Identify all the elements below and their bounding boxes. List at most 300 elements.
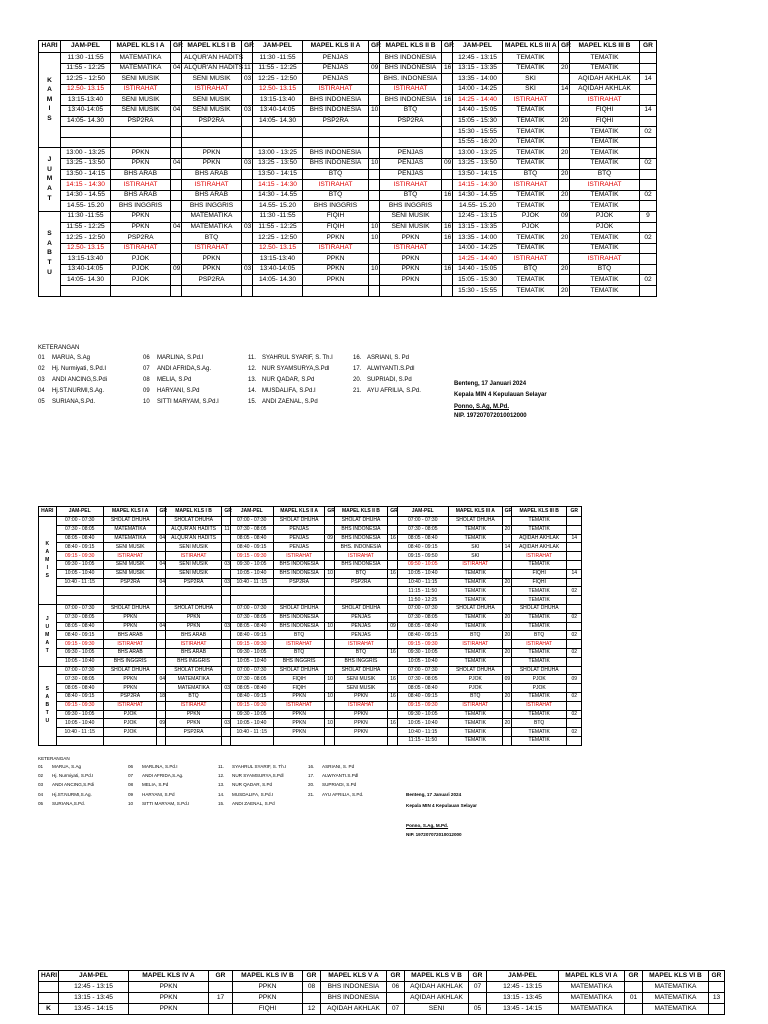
table-cell	[325, 710, 334, 719]
table-cell: 16	[388, 675, 397, 684]
table-cell: PJOK	[570, 211, 640, 222]
day-letter: T	[47, 259, 52, 267]
legend-item	[218, 783, 272, 788]
table-cell: SENI MUSIK	[111, 74, 171, 85]
table-cell	[171, 275, 182, 286]
table-cell	[640, 95, 657, 106]
table-cell	[559, 243, 570, 254]
table-cell: ISTIRAHAT	[273, 552, 325, 561]
legend-item	[128, 765, 178, 770]
table-cell: FIQHI	[570, 116, 640, 127]
table-cell: PENJAS	[334, 613, 388, 622]
table-cell: 14:00 - 14:25	[453, 243, 503, 254]
legend-item	[128, 802, 189, 807]
column-header: GR	[709, 971, 725, 982]
table-cell: BHS. INDONESIA	[380, 74, 442, 85]
table-cell	[388, 552, 397, 561]
table-cell: ISTIRAHAT	[570, 95, 640, 106]
table-cell	[388, 728, 397, 737]
table-cell: 03	[242, 222, 253, 233]
legend-code: 02	[38, 773, 44, 779]
table-cell	[209, 982, 233, 993]
legend-item	[38, 355, 90, 361]
table-cell: 07:00 - 07:30	[56, 517, 103, 526]
table-cell: TEMATIK	[570, 127, 640, 138]
table-cell	[640, 148, 657, 159]
table-cell: ISTIRAHAT	[511, 701, 567, 710]
day-letter: S	[47, 115, 52, 123]
table-cell: SENI MUSIK	[165, 543, 222, 552]
table-cell: 02	[567, 692, 582, 701]
table-cell	[442, 243, 453, 254]
table-row	[39, 675, 582, 684]
table-cell: 02	[567, 648, 582, 657]
table-cell: BTQ	[503, 169, 559, 180]
legend-item	[353, 377, 412, 383]
column-header: MAPEL KLS V B	[405, 971, 469, 982]
table-cell: 09	[157, 719, 165, 728]
day-letter: M	[45, 556, 50, 563]
table-cell: SHOLAT DHUHA	[334, 666, 388, 675]
table-cell: 10:05 - 10:40	[230, 719, 273, 728]
table-cell: 10	[369, 105, 380, 116]
table-cell: 03	[242, 105, 253, 116]
table-cell	[502, 604, 511, 613]
table-cell	[222, 657, 230, 666]
legend-item	[128, 774, 183, 779]
table-cell	[388, 578, 397, 587]
table-cell: PPKN	[233, 993, 303, 1004]
table-cell: 16	[442, 264, 453, 275]
table-cell: ISTIRAHAT	[165, 552, 222, 561]
table-row	[39, 657, 582, 666]
table-cell: TEMATIK	[503, 105, 559, 116]
legend-item	[143, 355, 203, 361]
table-cell: 09:30 - 10:05	[56, 560, 103, 569]
table-cell: TEMATIK	[570, 190, 640, 201]
table-cell: 11:15 - 11:50	[397, 736, 449, 745]
table-cell: 09:50 - 10:05	[397, 560, 449, 569]
table-cell: TEMATIK	[449, 710, 503, 719]
table-row	[39, 534, 582, 543]
table-cell	[369, 190, 380, 201]
legend-code: 13.	[218, 782, 225, 788]
table-cell: ISTIRAHAT	[380, 243, 442, 254]
table-cell: 14	[567, 534, 582, 543]
legend-code: 12.	[248, 366, 257, 372]
table-cell: 04	[171, 105, 182, 116]
table-cell	[171, 127, 182, 138]
table-row	[39, 993, 725, 1004]
table-cell: 09:30 - 10:05	[56, 648, 103, 657]
legend-code: 05	[38, 399, 45, 405]
table-cell: ISTIRAHAT	[182, 84, 242, 95]
column-header: GR	[388, 507, 397, 517]
table-cell: 02	[640, 158, 657, 169]
table-cell	[567, 640, 582, 649]
day-letter: U	[45, 623, 50, 630]
day-cell	[39, 604, 57, 666]
table-cell: 16	[442, 95, 453, 106]
table-row	[39, 587, 582, 596]
table-row	[39, 982, 725, 993]
day-letter: M	[46, 95, 53, 103]
table-cell	[242, 286, 253, 297]
legend-teacher: SURIANA,S.Pd.	[52, 399, 96, 405]
table-cell: PSP2RA	[334, 578, 388, 587]
table-cell: 03	[222, 560, 230, 569]
table-cell	[157, 587, 165, 596]
table-cell: 08	[303, 982, 321, 993]
table-cell	[222, 728, 230, 737]
column-header: GR	[567, 507, 582, 517]
legend-teacher: NUR QADAR, S.Pd	[262, 377, 315, 383]
day-letter: A	[45, 639, 50, 646]
table-cell: 09	[325, 534, 334, 543]
table-cell: PENJAS	[334, 631, 388, 640]
table-cell	[157, 640, 165, 649]
table-cell: BHS INDONESIA	[321, 993, 387, 1004]
table-row	[39, 95, 657, 106]
legend-teacher: SUPRIADI, S.Pd	[367, 377, 412, 383]
legend-teacher: Hj. Nurmiyati, S.Pd.I	[52, 773, 94, 779]
legend-item	[128, 783, 168, 788]
table-cell: 07:30 - 08:05	[56, 675, 103, 684]
table-cell: 13:15 - 13:35	[453, 63, 503, 74]
legend-code: 08	[128, 782, 134, 788]
table-cell: 12.50- 13.15	[253, 84, 303, 95]
table-cell: 11:50 - 12:25	[397, 596, 449, 605]
legend-teacher: HARYANI, S.Pd	[142, 791, 175, 797]
table-cell: PPKN	[129, 1004, 209, 1015]
table-cell: 20	[502, 719, 511, 728]
table-cell	[157, 736, 165, 745]
table-cell	[157, 648, 165, 657]
column-header: MAPEL KLS I A	[111, 41, 171, 53]
legend-code: 21.	[353, 388, 362, 394]
table-cell: BTQ	[570, 169, 640, 180]
table-cell: 11:55 - 12:25	[61, 222, 111, 233]
table-cell	[369, 180, 380, 191]
table-cell: 13:50 - 14:15	[453, 169, 503, 180]
sign-nip: NIP. 197207072010012000	[454, 413, 527, 419]
day-letter: A	[47, 86, 52, 94]
sign-position: Kepala MIN 4 Kepulauan Selayar	[406, 803, 477, 808]
table-cell	[230, 587, 273, 596]
table-cell: PJOK	[103, 719, 157, 728]
table-cell: ISTIRAHAT	[103, 640, 157, 649]
table-cell: AQIDAH AKHLAK	[511, 534, 567, 543]
table-cell	[222, 701, 230, 710]
table-cell: 15:30 - 15:55	[453, 127, 503, 138]
table-header-row	[39, 41, 657, 53]
table-cell: 11:55 - 12:25	[61, 63, 111, 74]
column-header: GR	[209, 971, 233, 982]
table-cell	[253, 127, 303, 138]
table-cell: AQIDAH AKHLAK	[570, 84, 640, 95]
table-row	[39, 148, 657, 159]
table-cell	[567, 552, 582, 561]
table-cell: 11:30 -11:55	[61, 53, 111, 64]
table-cell: TEMATIK	[449, 534, 503, 543]
legend-teacher: MUSDALIFA, S.Pd.I	[262, 388, 316, 394]
table-cell	[171, 169, 182, 180]
table-cell	[502, 684, 511, 693]
table-cell: PPKN	[182, 158, 242, 169]
sign-place-date: Benteng, 17 Januari 2024	[454, 381, 527, 387]
table-cell: 14:30 - 14.55	[453, 190, 503, 201]
table-cell	[502, 736, 511, 745]
table-cell: 16	[388, 719, 397, 728]
day-letter: S	[45, 572, 49, 579]
table-cell	[442, 116, 453, 127]
table-cell: 03	[222, 719, 230, 728]
table-cell	[387, 993, 405, 1004]
table-cell	[111, 286, 171, 297]
table-cell	[165, 596, 222, 605]
table-cell: ISTIRAHAT	[165, 640, 222, 649]
table-cell: 10:05 - 10:40	[56, 657, 103, 666]
table-cell: PPKN	[273, 728, 325, 737]
legend-teacher: ASRIANI, S. Pd	[367, 355, 410, 361]
table-cell	[388, 517, 397, 526]
table-cell	[157, 552, 165, 561]
column-header: JAM-PEL	[397, 507, 449, 517]
table-cell: PJOK	[103, 710, 157, 719]
column-header: MAPEL KLS II B	[380, 41, 442, 53]
table-cell: ISTIRAHAT	[303, 243, 369, 254]
table-cell: TEMATIK	[570, 275, 640, 286]
table-cell: 14:15 - 14:30	[61, 180, 111, 191]
day-letter: K	[47, 76, 52, 84]
table-cell: ISTIRAHAT	[503, 180, 559, 191]
table-cell: SENI MUSIK	[182, 74, 242, 85]
legend-teacher: MELIA, S.Pd	[157, 377, 192, 383]
table-cell: TEMATIK	[503, 116, 559, 127]
table-cell	[388, 684, 397, 693]
table-cell: SENI MUSIK	[165, 569, 222, 578]
table-cell	[334, 596, 388, 605]
table-cell	[502, 622, 511, 631]
table-cell: 07:30 - 08:05	[230, 613, 273, 622]
table-cell: TEMATIK	[570, 63, 640, 74]
table-cell	[559, 158, 570, 169]
day-letter: U	[47, 268, 52, 276]
table-cell: 07:30 - 08:05	[397, 675, 449, 684]
table-cell: SENI MUSIK	[103, 543, 157, 552]
table-cell: 11:30 -11:55	[253, 211, 303, 222]
legend-code: 14.	[248, 388, 257, 394]
table-cell: 10	[325, 719, 334, 728]
table-row	[39, 631, 582, 640]
legend-teacher: SUPRIADI, S.Pd	[322, 782, 357, 788]
table-cell: SKI	[503, 74, 559, 85]
table-cell: PPKN	[380, 233, 442, 244]
table-cell: 08:05 - 08:40	[397, 534, 449, 543]
column-header: GR	[222, 507, 230, 517]
legend-item	[128, 793, 175, 798]
table-row	[39, 622, 582, 631]
legend-teacher: NUR QADAR, S.Pd	[232, 782, 273, 788]
table-cell: PPKN	[334, 719, 388, 728]
table-cell: 14:15 - 14:30	[453, 180, 503, 191]
table-cell: AQIDAH AKHLAK	[511, 543, 567, 552]
table-cell: SENI MUSIK	[380, 222, 442, 233]
table-cell: TEMATIK	[449, 569, 503, 578]
table-cell	[567, 719, 582, 728]
table-cell: 08:40 - 09:15	[56, 543, 103, 552]
column-header: JAM-PEL	[453, 41, 503, 53]
table-cell: PPKN	[103, 622, 157, 631]
table-cell: 12:25 - 12:50	[253, 74, 303, 85]
table-row	[39, 53, 657, 64]
table-cell	[242, 116, 253, 127]
table-cell: AQIDAH AKHLAK	[321, 1004, 387, 1015]
legend-item	[38, 774, 93, 779]
table-cell	[567, 657, 582, 666]
table-cell	[388, 587, 397, 596]
legend-code: 03	[38, 782, 44, 788]
column-header: GR	[325, 507, 334, 517]
table-row	[39, 596, 582, 605]
table-cell: MATEMATIKA	[182, 222, 242, 233]
day-letter: M	[45, 631, 50, 638]
table-cell	[334, 736, 388, 745]
table-row	[39, 710, 582, 719]
table-cell: MATEMATIKA	[643, 993, 709, 1004]
table-cell	[325, 604, 334, 613]
table-cell	[442, 84, 453, 95]
table-cell	[369, 275, 380, 286]
table-cell: 14	[640, 105, 657, 116]
column-header: GR	[387, 971, 405, 982]
table-row	[39, 105, 657, 116]
table-cell: 11:30 -11:55	[253, 53, 303, 64]
table-cell: 07:00 - 07:30	[230, 666, 273, 675]
legend-item	[143, 377, 191, 383]
table-cell: PJOK	[111, 264, 171, 275]
legend-item	[248, 366, 329, 372]
table-cell: BHS INGGRIS	[111, 201, 171, 212]
table-cell: MATEMATIKA	[165, 675, 222, 684]
table-cell	[640, 243, 657, 254]
table-cell: PJOK	[103, 728, 157, 737]
legend-teacher: HARYANI, S.Pd	[157, 388, 200, 394]
table-cell: ISTIRAHAT	[165, 701, 222, 710]
table-cell: PPKN	[165, 622, 222, 631]
table-cell	[442, 180, 453, 191]
table-cell: 10:05 - 10:40	[56, 569, 103, 578]
table-cell	[325, 701, 334, 710]
table-cell	[230, 596, 273, 605]
table-cell: 10:40 - 11:15	[397, 728, 449, 737]
day-letter: B	[45, 702, 50, 709]
legend-teacher: SITTI MARYAM, S.Pd.I	[142, 800, 190, 806]
table-cell: 08:05 - 08:40	[230, 622, 273, 631]
table-row	[39, 560, 582, 569]
table-cell: 13:45 - 14:15	[59, 1004, 129, 1015]
table-cell: BTQ	[334, 569, 388, 578]
table-row	[39, 728, 582, 737]
legend-code: 09	[143, 388, 150, 394]
legend-teacher: MARUA, S.Ag	[52, 355, 91, 361]
table-cell: TEMATIK	[511, 736, 567, 745]
table-cell: 04	[171, 222, 182, 233]
table-cell: ALQUR'AN HADITS	[182, 63, 242, 74]
table-cell	[56, 587, 103, 596]
legend-item	[248, 399, 318, 405]
table-cell: TEMATIK	[503, 53, 559, 64]
table-cell: ISTIRAHAT	[334, 701, 388, 710]
table-cell: AQIDAH AKHLAK	[405, 993, 469, 1004]
table-cell: 08:05 - 08:40	[230, 534, 273, 543]
table-cell	[171, 53, 182, 64]
column-header: JAM-PEL	[61, 41, 111, 53]
table-cell: 10	[369, 233, 380, 244]
table-cell: BHS ARAB	[182, 169, 242, 180]
table-cell	[61, 286, 111, 297]
table-cell	[625, 1004, 643, 1015]
day-letter: B	[47, 249, 52, 257]
column-header: GR	[640, 41, 657, 53]
table-cell: 14:30 - 14.55	[253, 190, 303, 201]
table-cell: PENJAS	[334, 622, 388, 631]
table-row	[39, 201, 657, 212]
day-letter: I	[48, 105, 51, 113]
table-cell	[567, 736, 582, 745]
table-cell: 10:40 - 11 :15	[56, 578, 103, 587]
table-cell: TEMATIK	[511, 622, 567, 631]
table-row	[39, 137, 657, 148]
table-cell	[222, 648, 230, 657]
table-cell: 09:15 - 09:30	[397, 640, 449, 649]
table-cell: 09:30 - 10:05	[397, 710, 449, 719]
table-cell: PENJAS	[303, 74, 369, 85]
day-letter: A	[47, 184, 52, 192]
table-cell	[103, 587, 157, 596]
day-cell	[39, 148, 61, 212]
table-cell: TEMATIK	[570, 158, 640, 169]
table-cell	[222, 596, 230, 605]
table-cell	[111, 137, 171, 148]
table-cell: 14.55- 15.20	[453, 201, 503, 212]
table-cell	[442, 105, 453, 116]
table-cell: FIQIH	[303, 211, 369, 222]
table-cell	[171, 74, 182, 85]
table-cell	[442, 211, 453, 222]
table-cell: BHS INDONESIA	[303, 95, 369, 106]
table-cell: PSP2RA	[273, 578, 325, 587]
table-cell	[222, 517, 230, 526]
table-cell	[502, 596, 511, 605]
table-cell: 15:30 - 15:55	[453, 286, 503, 297]
legend-item	[308, 793, 363, 798]
table-cell: 09	[559, 211, 570, 222]
column-header: GR	[469, 971, 487, 982]
table-cell	[369, 201, 380, 212]
table-cell: PENJAS	[380, 148, 442, 159]
table-cell	[242, 127, 253, 138]
table-cell	[171, 137, 182, 148]
legend-item	[248, 377, 314, 383]
day-letter: S	[47, 230, 52, 238]
table-cell: ISTIRAHAT	[449, 560, 503, 569]
legend-code: 20.	[353, 377, 362, 383]
legend-teacher: ALWIYANTI.S.Pdl	[322, 773, 359, 779]
table-cell	[388, 543, 397, 552]
table-cell	[388, 666, 397, 675]
table-cell: 05	[469, 1004, 487, 1015]
